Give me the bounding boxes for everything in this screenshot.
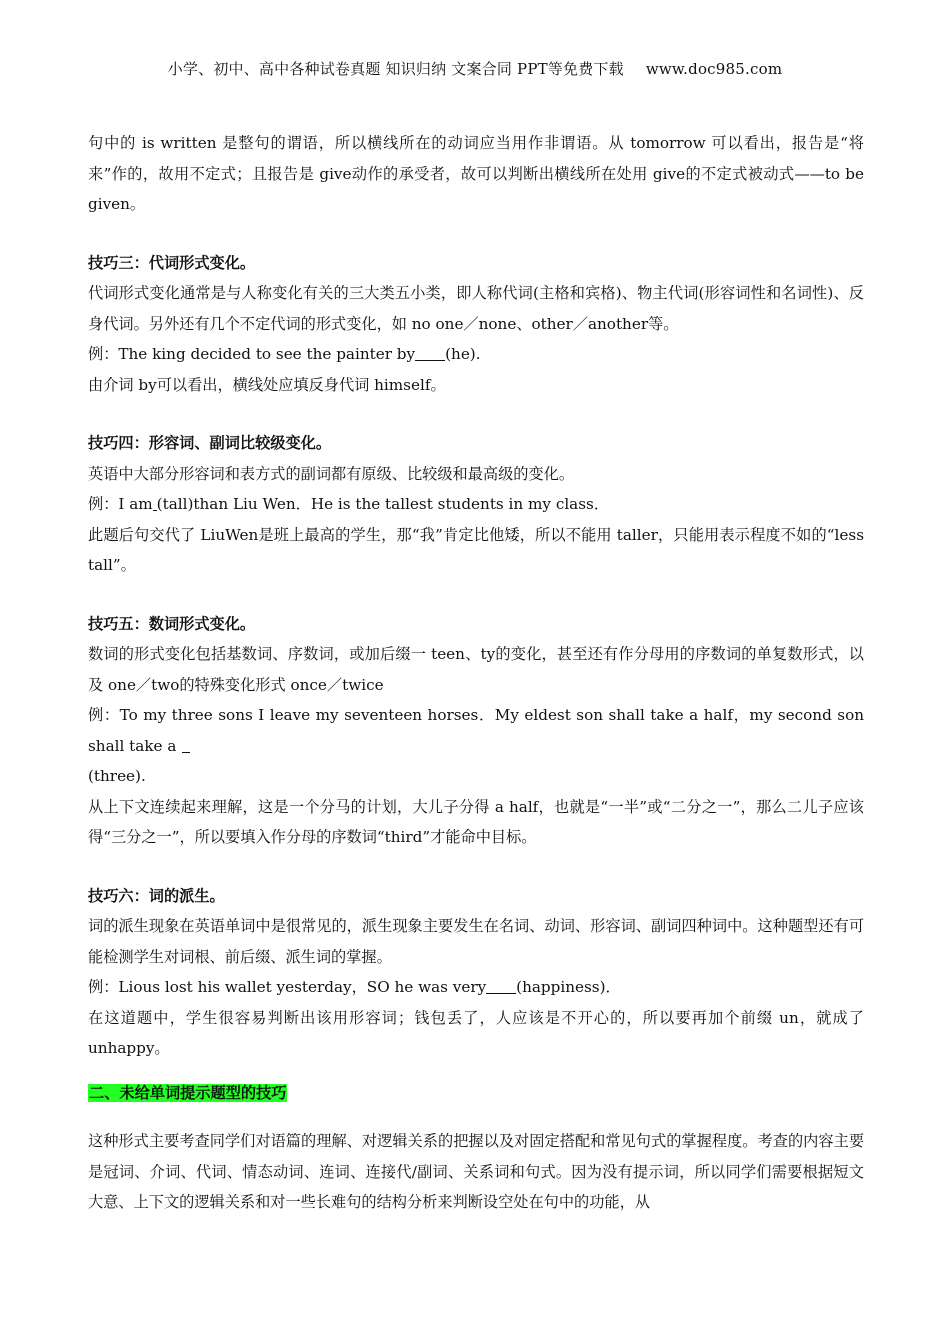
tip5-desc: 数词的形式变化包括基数词、序数词，或加后缀一 teen、ty的变化，甚至还有作分母用的序数词的单复数形式，以及 one／two的特殊变化形式 once／twice — [88, 645, 864, 694]
document-body — [88, 128, 864, 1218]
tip4-example-b: (tall)than Liu Wen．He is the tallest students in my class． — [156, 495, 610, 513]
tip3-title: 技巧三：代词形式变化。 — [88, 253, 256, 272]
page-header — [0, 58, 950, 79]
tip3-example-b: (he). — [445, 345, 481, 363]
tip3-example-a: 例：The king decided to see the painter by — [88, 345, 416, 363]
tip5-example-b: (three). — [88, 767, 146, 785]
tip3-desc: 代词形式变化通常是与人称变化有关的三大类五小类，即人称代词(主格和宾格)、物主代词(形容词性和名词性)、反身代词。另外还有几个不定代词的形式变化，如 no one／none、other／another等。 — [88, 284, 864, 333]
tip6-example-a: 例：Lious lost his wallet yesterday，SO he was very — [88, 978, 487, 996]
tip5-example-a: 例：To my three sons I leave my seventeen horses．My eldest son shall take a half，my second son shall take a — [88, 706, 864, 755]
tip6-example-b: (happiness)． — [516, 978, 621, 996]
tip3-explain: 由介词 by可以看出，横线处应填反身代词 himself。 — [88, 375, 446, 394]
tip5-blank — [182, 736, 190, 753]
intro-paragraph: 句中的 is written 是整句的谓语，所以横线所在的动词应当用作非谓语。从 tomorrow 可以看出，报告是“将来”作的，故用不定式；且报告是 give动作的承受者，故可以判断出横线所在处用 give的不定式被动式——to be given。 — [88, 134, 864, 213]
section2-title — [88, 1078, 864, 1109]
header-site: www.doc985.com — [645, 60, 783, 78]
tip6-example — [88, 972, 864, 1003]
tip4-desc: 英语中大部分形容词和表方式的副词都有原级、比较级和最高级的变化。 — [88, 464, 574, 483]
section2-title-highlight: 二、未给单词提示题型的技巧 — [89, 1083, 287, 1102]
tip4-title: 技巧四：形容词、副词比较级变化。 — [88, 434, 331, 452]
tip6-desc: 词的派生现象在英语单词中是很常见的，派生现象主要发生在名词、动词、形容词、副词四种词中。这种题型还有可能检测学生对词根、前后缀、派生词的掌握。 — [88, 917, 864, 966]
tip5-explain: 从上下文连续起来理解，这是一个分马的计划，大儿子分得 a half，也就是“一半”或“二分之一”，那么二儿子应该得“三分之一”，所以要填入作分母的序数词“third”才能命中目标。 — [88, 797, 864, 846]
tip4-example — [88, 489, 864, 520]
tip6-title: 技巧六：词的派生。 — [88, 886, 225, 905]
tip6-explain: 在这道题中，学生很容易判断出该用形容词；钱包丢了，人应该是不开心的，所以要再加个前缀 un，就成了 unhappy。 — [88, 1008, 864, 1057]
tip5-title: 技巧五：数词形式变化。 — [88, 614, 256, 633]
tip3-example — [88, 339, 864, 370]
tip3-blank — [415, 344, 445, 361]
header-text: 小学、初中、高中各种试卷真题 知识归纳 文案合同 PPT等免费下载 — [167, 60, 624, 78]
tip5-example — [88, 700, 864, 792]
tip6-blank — [486, 977, 516, 994]
tip4-example-a: 例：I am — [88, 495, 153, 513]
tip4-explain: 此题后句交代了 LiuWen是班上最高的学生，那“我”肯定比他矮，所以不能用 taller，只能用表示程度不如的“less tall”。 — [88, 525, 864, 574]
section2-desc: 这种形式主要考查同学们对语篇的理解、对逻辑关系的把握以及对固定搭配和常见句式的掌握程度。考查的内容主要是冠词、介词、代词、情态动词、连词、连接代/副词、关系词和句式。因为没有提示词，所以同学们需要根据短文大意、上下文的逻辑关系和对一些长难句的结构分析来判断设空处在句中的功能，从 — [88, 1132, 864, 1211]
